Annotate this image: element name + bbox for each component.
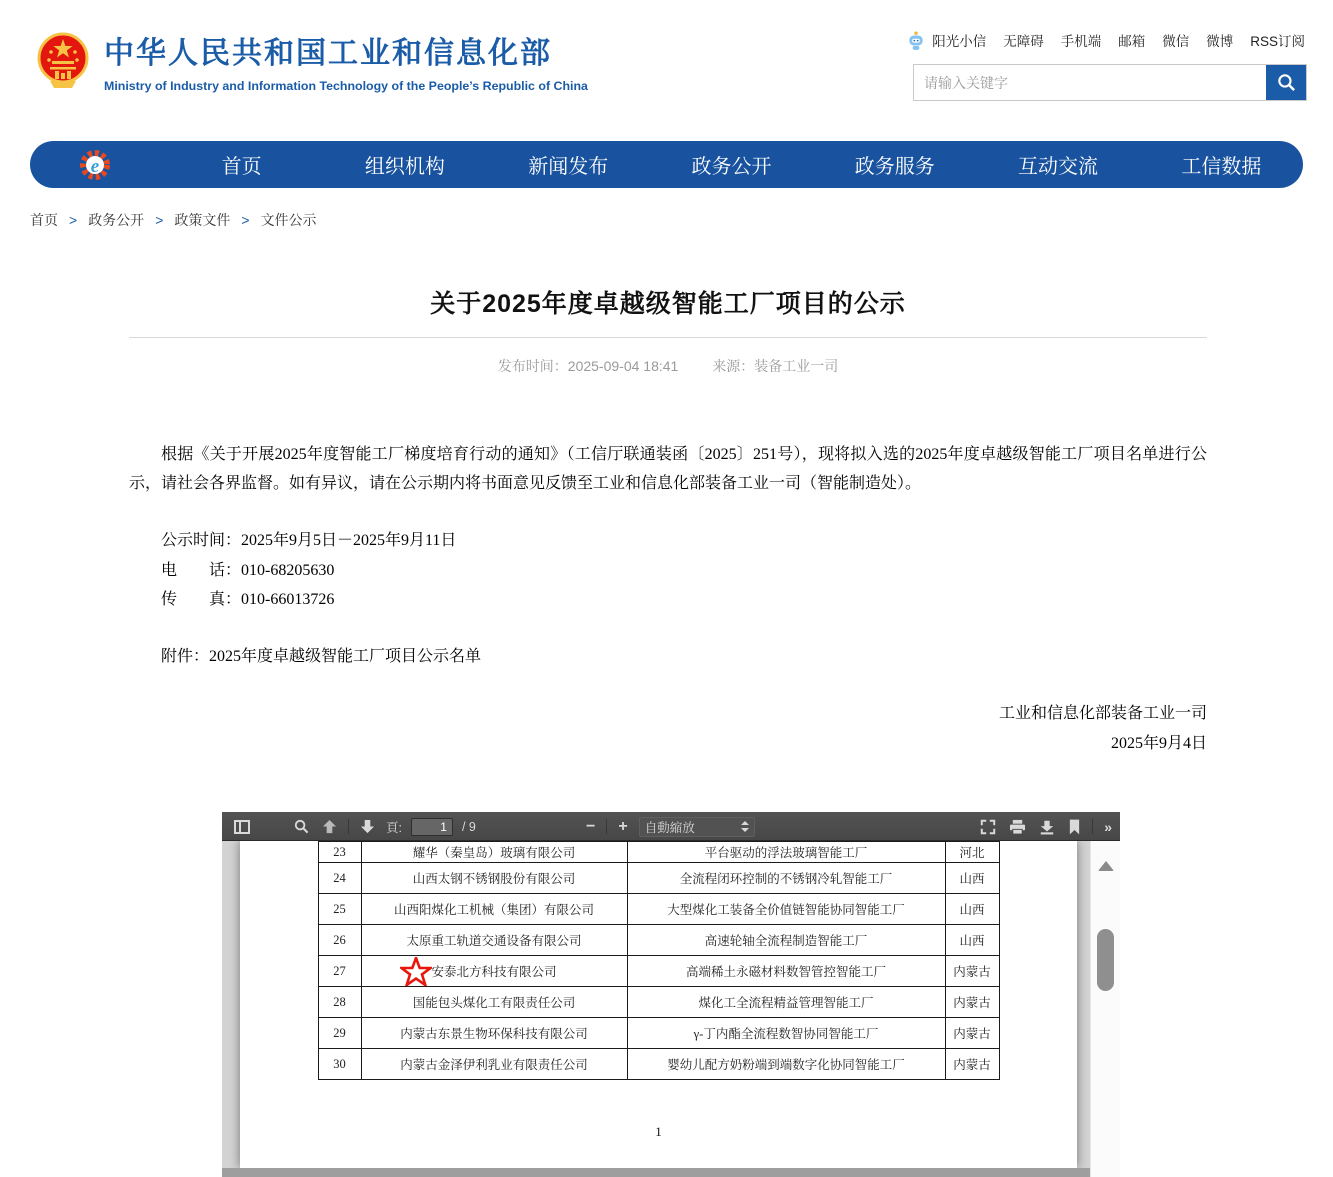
pdf-page (240, 841, 1077, 1168)
nav-item-news[interactable]: 新闻发布 (528, 156, 609, 178)
company-cell: 耀华（秦皇岛）玻璃有限公司 (361, 842, 627, 863)
table-row (318, 1018, 999, 1049)
ministry-name-en: Ministry of Industry and Information Technology of the People’s Republic of China (104, 79, 588, 93)
contact-fax: 传 真：010-66013726 (161, 591, 335, 608)
page-number-input[interactable] (411, 818, 453, 836)
province-cell: 内蒙古 (945, 987, 999, 1018)
red-star-icon (400, 957, 432, 987)
pdf-content-area[interactable] (222, 841, 1120, 1177)
ministry-name-cn: 中华人民共和国工业和信息化部 (104, 37, 552, 70)
search-button[interactable] (1266, 65, 1306, 100)
project-cell: 大型煤化工装备全价值链智能协同智能工厂 (627, 894, 945, 925)
breadcrumb-home[interactable]: 首页 (30, 212, 58, 228)
bookmark-button[interactable] (1066, 817, 1083, 837)
province-cell: 山西 (945, 894, 999, 925)
province-cell: 内蒙古 (945, 1018, 999, 1049)
signature-date: 2025年9月4日 (1110, 735, 1207, 752)
province-cell: 山西 (945, 863, 999, 894)
company-cell: 山西太钢不锈钢股份有限公司 (361, 863, 627, 894)
zoom-out-button[interactable] (584, 817, 597, 837)
company-cell: 内蒙古金泽伊利乳业有限责任公司 (361, 1049, 627, 1080)
scrollbar-thumb[interactable] (1097, 929, 1114, 991)
zoom-in-button[interactable] (616, 817, 629, 837)
quick-link-accessibility[interactable]: 无障碍 (1003, 34, 1044, 49)
table-row (318, 925, 999, 956)
row-no: 26 (318, 925, 361, 956)
table-row (318, 1049, 999, 1080)
attachment-line: 附件：2025年度卓越级智能工厂项目公示名单 (161, 648, 482, 665)
project-cell: 全流程闭环控制的不锈钢冷轧智能工厂 (627, 863, 945, 894)
company-cell: 内蒙古东景生物环保科技有限公司 (361, 1018, 627, 1049)
arrow-up-icon (322, 819, 337, 834)
province-cell: 山西 (945, 925, 999, 956)
company-cell: 山西阳煤化工机械（集团）有限公司 (361, 894, 627, 925)
project-cell: 高速轮轴全流程制造智能工厂 (627, 925, 945, 956)
project-cell: 婴幼儿配方奶粉端到端数字化协同智能工厂 (627, 1049, 945, 1080)
next-page-button[interactable] (358, 817, 377, 836)
print-icon (1009, 819, 1026, 835)
table-row (318, 863, 999, 894)
nav-item-interaction[interactable]: 互动交流 (1018, 156, 1099, 178)
nav-item-home[interactable]: 首页 (221, 156, 262, 178)
row-no: 27 (318, 956, 361, 987)
project-cell: 平台驱动的浮法玻璃智能工厂 (627, 842, 945, 863)
breadcrumb-file-publicity[interactable]: 文件公示 (260, 212, 317, 228)
pdf-toolbar (222, 812, 1120, 841)
row-no: 25 (318, 894, 361, 925)
fullscreen-icon (980, 819, 996, 835)
table-row (318, 894, 999, 925)
pdf-scrollbar[interactable] (1090, 841, 1120, 1177)
page-label: 頁: (386, 820, 402, 835)
breadcrumb-separator: > (155, 214, 164, 230)
breadcrumb-policy-files[interactable]: 政策文件 (174, 212, 231, 228)
table-row (318, 987, 999, 1018)
nav-item-organization[interactable]: 组织机构 (364, 156, 445, 178)
row-no: 30 (318, 1049, 361, 1080)
gear-e-icon (77, 147, 113, 183)
project-cell: 煤化工全流程精益管理智能工厂 (627, 987, 945, 1018)
title-divider (129, 337, 1207, 338)
sidebar-icon (234, 820, 250, 834)
breadcrumb-separator: > (68, 214, 78, 230)
breadcrumb-gov-disclosure[interactable]: 政务公开 (88, 212, 145, 228)
signature-department: 工业和信息化部装备工业一司 (998, 705, 1207, 722)
nav-item-data[interactable]: 工信数据 (1181, 156, 1262, 178)
page-gap (222, 1168, 1090, 1177)
nav-item-gov-services[interactable]: 政务服务 (854, 156, 935, 178)
search-icon (1277, 73, 1296, 92)
contact-phone: 电 话：010-68205630 (161, 562, 335, 579)
toolbar-divider (606, 819, 607, 834)
province-cell: 内蒙古 (945, 956, 999, 987)
zoom-mode-select[interactable] (639, 817, 755, 837)
article (129, 0, 1207, 800)
zoom-mode-value: 自動縮放 (644, 820, 695, 835)
plus-icon: + (618, 817, 628, 835)
row-no: 24 (318, 863, 361, 894)
row-no: 28 (318, 987, 361, 1018)
project-cell: 高端稀土永磁材料数智管控智能工厂 (627, 956, 945, 987)
pdf-search-button[interactable] (292, 817, 311, 836)
quick-link-weibo[interactable]: 微博 (1206, 34, 1234, 49)
print-button[interactable] (1007, 817, 1028, 837)
table-row-starred (318, 956, 999, 987)
breadcrumb-separator: > (241, 214, 250, 230)
project-cell: γ-丁内酯全流程数智协同智能工厂 (627, 1018, 945, 1049)
toolbar-divider (348, 819, 349, 834)
select-arrows-icon (741, 821, 749, 832)
quick-link-rss[interactable]: RSS订阅 (1250, 34, 1305, 49)
more-tools-button[interactable] (1102, 817, 1112, 837)
project-table (318, 841, 1000, 1080)
toolbar-divider (1092, 819, 1093, 834)
search-icon (294, 819, 309, 834)
bookmark-icon (1068, 819, 1081, 835)
table-row (318, 842, 999, 863)
sidebar-toggle-button[interactable] (232, 818, 252, 836)
row-no: 23 (318, 842, 361, 863)
starred-company-name: 安泰北方科技有限公司 (431, 965, 557, 979)
scroll-up-arrow-icon[interactable] (1098, 861, 1114, 871)
company-cell (361, 956, 627, 987)
page-title: 关于2025年度卓越级智能工厂项目的公示 (430, 290, 906, 318)
presentation-mode-button[interactable] (978, 817, 998, 837)
pdf-viewer (222, 812, 1120, 1177)
article-meta (129, 356, 1207, 376)
quick-link-wechat[interactable]: 微信 (1162, 34, 1190, 49)
download-button[interactable] (1037, 817, 1057, 837)
article-paragraph: 根据《关于开展2025年度智能工厂梯度培育行动的通知》（工信厅联通装函〔2025〕251号），现将拟入选的2025年度卓越级智能工厂项目名单进行公示，请社会各界监督。如有异议，请在公示期内将书面意见反馈至工业和信息化部装备工业一司（智能制造处）。 (129, 446, 1207, 492)
nav-item-gov-disclosure[interactable]: 政务公开 (691, 156, 772, 178)
pdf-page-footer-number: 1 (655, 1124, 662, 1139)
arrow-down-icon (360, 819, 375, 834)
article-source: 来源：装备工业一司 (712, 358, 839, 374)
row-no: 29 (318, 1018, 361, 1049)
province-cell: 内蒙古 (945, 1049, 999, 1080)
svg-text:e: e (90, 155, 100, 177)
double-chevron-icon: » (1104, 818, 1110, 835)
province-cell: 河北 (945, 842, 999, 863)
download-icon (1039, 819, 1055, 835)
quick-link-sunshine[interactable]: 阳光小信 (932, 34, 987, 49)
previous-page-button[interactable] (320, 817, 339, 836)
page-total: / 9 (461, 819, 476, 834)
national-emblem-icon (36, 30, 90, 92)
quick-link-mail[interactable]: 邮箱 (1118, 34, 1146, 49)
notice-period: 公示时间：2025年9月5日－2025年9月11日 (161, 532, 457, 549)
minus-icon: − (586, 817, 596, 835)
company-cell: 国能包头煤化工有限责任公司 (361, 987, 627, 1018)
company-cell: 太原重工轨道交通设备有限公司 (361, 925, 627, 956)
quick-link-mobile[interactable]: 手机端 (1060, 34, 1102, 49)
publish-time: 发布时间：2025-09-04 18:41 (497, 358, 679, 374)
